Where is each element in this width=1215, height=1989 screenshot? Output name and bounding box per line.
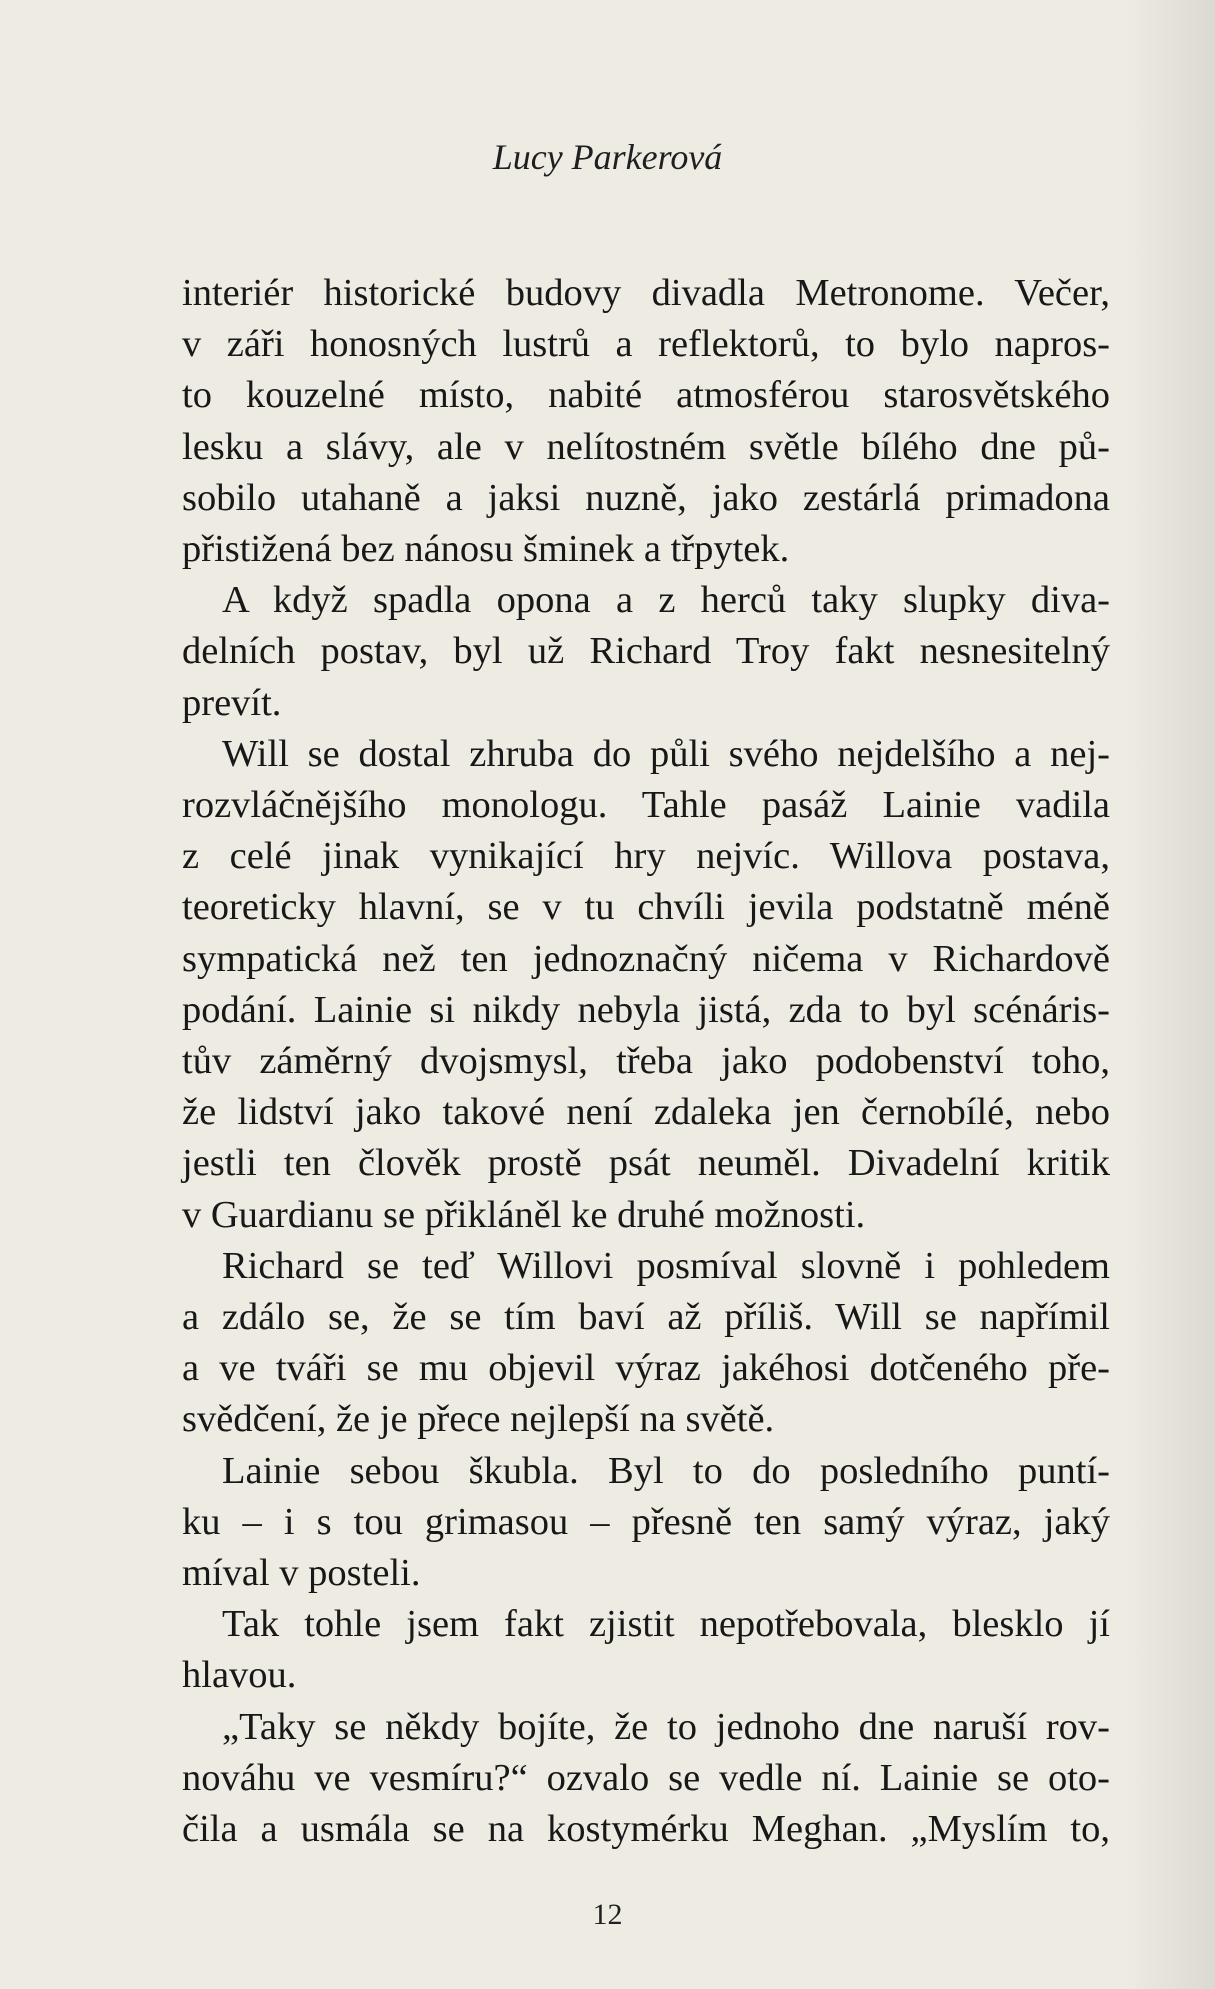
- text-line: A když spadla opona a z herců taky slupky diva-: [222, 579, 1110, 622]
- running-header-author: Lucy Parkerová: [492, 137, 723, 177]
- text-line: že lidství jako takové není zdaleka jen černobílé, nebo: [182, 1091, 1110, 1134]
- text-line: interiér historické budovy divadla Metronome. Večer,: [182, 272, 1110, 314]
- text-line: sympatická než ten jednoznačný ničema v Richardově: [182, 937, 1110, 980]
- text-line: míval v posteli.: [182, 1552, 421, 1595]
- text-line: podání. Lainie si nikdy nebyla jistá, zda to byl scénáris-: [182, 988, 1110, 1031]
- text-line: přistižená bez nánosu šminek a třpytek.: [182, 528, 790, 571]
- text-line: tův záměrný dvojsmysl, třeba jako podobenství toho,: [182, 1040, 1110, 1083]
- text-line: Will se dostal zhruba do půli svého nejdelšího a nej-: [222, 732, 1110, 775]
- text-line: Lainie sebou škubla. Byl to do posledního puntí-: [222, 1449, 1110, 1492]
- text-line: a ve tváři se mu objevil výraz jakéhosi dotčeného pře-: [182, 1347, 1110, 1390]
- text-line: svědčení, že je přece nejlepší na světě.: [182, 1398, 775, 1441]
- text-line: z celé jinak vynikající hry nejvíc. Willova postava,: [182, 835, 1110, 878]
- text-line: a zdálo se, že se tím baví až příliš. Will se napřímil: [182, 1296, 1110, 1339]
- text-line: Richard se teď Willovi posmíval slovně i pohledem: [222, 1244, 1110, 1287]
- text-line: v Guardianu se přikláněl ke druhé možnosti.: [182, 1193, 866, 1236]
- page-number: 12: [592, 1898, 623, 1931]
- text-line: to kouzelné místo, nabité atmosférou starosvětského: [182, 374, 1110, 417]
- text-line: čila a usmála se na kostymérku Meghan. „Myslím to,: [182, 1808, 1110, 1851]
- text-line: sobilo utahaně a jaksi nuzně, jako zestárlá primadona: [182, 476, 1110, 519]
- text-line: teoreticky hlavní, se v tu chvíli jevila podstatně méně: [182, 886, 1110, 929]
- text-line: rozvláčnějšího monologu. Tahle pasáž Lainie vadila: [182, 784, 1110, 827]
- text-line: „Taky se někdy bojíte, že to jednoho dne naruší rov-: [222, 1705, 1110, 1748]
- text-line: v záři honosných lustrů a reflektorů, to bylo napros-: [182, 323, 1110, 366]
- text-line: delních postav, byl už Richard Troy fakt nesnesitelný: [182, 630, 1110, 673]
- text-line: prevít.: [182, 681, 282, 724]
- text-line: hlavou.: [182, 1654, 297, 1697]
- page-edge-shadow: [1125, 0, 1215, 1989]
- text-line: Tak tohle jsem fakt zjistit nepotřebovala, blesklo jí: [222, 1603, 1110, 1646]
- text-line: jestli ten člověk prostě psát neuměl. Divadelní kritik: [182, 1142, 1110, 1185]
- text-line: ku – i s tou grimasou – přesně ten samý výraz, jaký: [182, 1500, 1110, 1543]
- text-line: lesku a slávy, ale v nelítostném světle bílého dne pů-: [182, 425, 1110, 468]
- text-line: nováhu ve vesmíru?“ ozvalo se vedle ní. Lainie se oto-: [182, 1756, 1110, 1799]
- body-text: [182, 268, 1110, 1855]
